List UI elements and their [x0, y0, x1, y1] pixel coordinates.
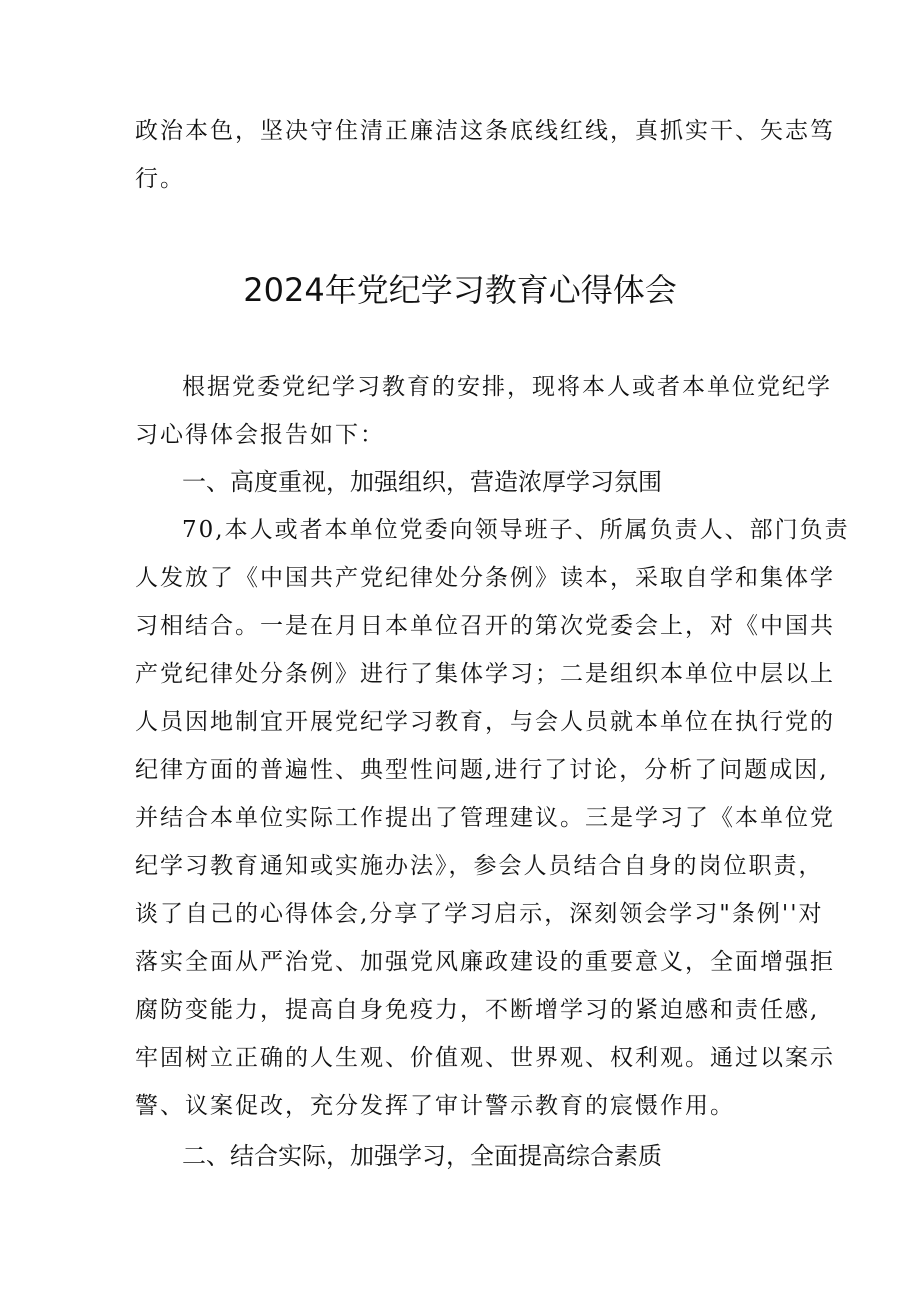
para2-line-7: 并结合本单位实际工作提出了管理建议。三是学习了《本单位党	[135, 805, 835, 831]
para2-line-1: 70,本人或者本单位党委向领导班子、所属负责人、部门负责	[182, 517, 850, 543]
para1-line-1: 根据党委党纪学习教育的安排，现将本人或者本单位党纪学	[182, 374, 832, 400]
document-title: 2024年党纪学习教育心得体会	[243, 271, 677, 309]
para2-line-8: 纪学习教育通知或实施办法》，参会人员结合自身的岗位职责，	[135, 853, 824, 879]
para2-line-2: 人发放了《中国共产党纪律处分条例》读本，采取自学和集体学	[135, 565, 835, 591]
para2-line-4: 产党纪律处分条例》进行了集体学习；二是组织本单位中层以上	[135, 661, 835, 687]
section-heading-1: 一、高度重视，加强组织，营造浓厚学习氛围	[182, 468, 662, 496]
intro-line-1: 政治本色，坚决守住清正廉洁这条底线红线，真抓实干、矢志笃	[135, 118, 835, 144]
para2-line-5: 人员因地制宜开展党纪学习教育，与会人员就本单位在执行党的	[135, 709, 835, 735]
para1-line-2: 习心得体会报告如下：	[135, 422, 385, 448]
para2-line-12: 牢固树立正确的人生观、价值观、世界观、权利观。通过以案示	[135, 1045, 835, 1071]
intro-line-2: 行。	[135, 166, 185, 192]
para2-line-13: 警、议案促改，充分发挥了审计警示教育的宸慑作用。	[135, 1093, 735, 1119]
para2-line-9: 谈了自己的心得体会,分享了学习启示，深刻领会学习"条例''对	[135, 901, 824, 927]
para2-line-11: 腐防变能力，提高自身免疫力，不断增学习的紧迫感和责任感,	[135, 997, 820, 1023]
section-heading-2: 二、结合实际，加强学习，全面提高综合素质	[182, 1142, 662, 1170]
para2-line-3: 习相结合。一是在月日本单位召开的第次党委会上，对《中国共	[135, 613, 835, 639]
para2-line-6: 纪律方面的普遍性、典型性问题,进行了讨论，分析了问题成因,	[135, 757, 829, 783]
para2-line-10: 落实全面从严治党、加强党风廉政建设的重要意义，全面增强拒	[135, 949, 835, 975]
